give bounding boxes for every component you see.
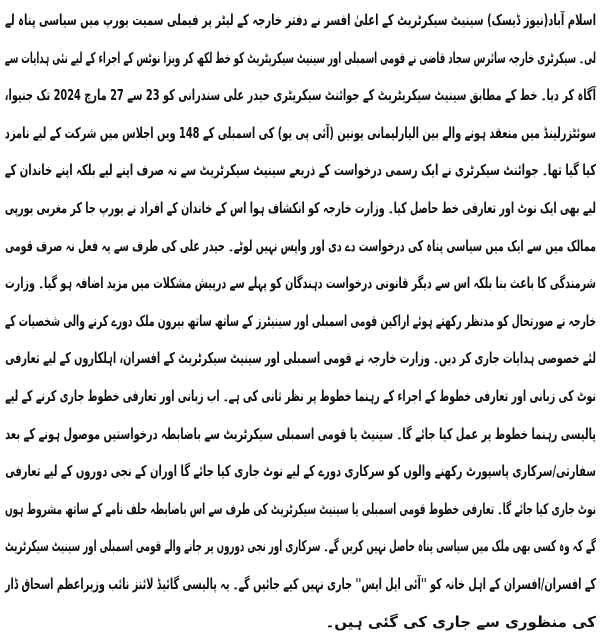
article-text-line-9: خارجہ نے صورتحال کو مدنظر رکھتے ہوئے اراکین قومی اسمبلی اور سینیٹرز کے ساتھ ساتھ بیرون ملک دورے کرنے والی شخصیات کے bbox=[4, 311, 596, 330]
article-text-line-15: گے کہ وہ کسی بھی ملک میں سیاسی پناہ حاصل نہیں کریں گے۔ سرکاری اور نجی دوروں پر جانے والے قومی اسمبلی اور سینیٹ سیکرٹریٹ bbox=[4, 537, 596, 556]
article-text-line-12: پالیسی رہنما خطوط پر عمل کیا جائے گا۔ سینیٹ یا قومی اسمبلی سیکرٹریٹ سے باضابطہ درخواستیں موصول ہونے کے بعد bbox=[5, 424, 597, 443]
article-text-line-11: نوٹ کی زبانی اور تعارفی خطوط کے اجراء کے رہنما خطوط پر نظر ثانی کی ہے۔ اب زبانی اور تعارفی خطوط جاری کرنے کے لیے bbox=[5, 386, 596, 405]
article-text-line-8: شرمندگی کا باعث بنا بلکہ اس سے دیگر قانونی درخواست دہندگان کو پہلے سے درپیش مشکلات میں مزید اضافہ ہو گیا۔ وزارت bbox=[5, 274, 596, 293]
article-text-line-10: لئے خصوصی ہدایات جاری کر دیں۔ وزارت خارجہ نے قومی اسمبلی اور سینیٹ سیکرٹریٹ کے افسران، اہلکاروں کے لیے تعارفی bbox=[5, 349, 596, 368]
article-text-line-1: اسلام آباد(نیوز ڈیسک) سینیٹ سیکرٹریٹ کے اعلیٰ افسر نے دفتر خارجہ کے لیٹر پر فیملی سمیت یورپ میں سیاسی پناہ لے bbox=[5, 11, 597, 29]
article-text-line-6: لیے بھی ایک نوٹ اور تعارفی خط حاصل کیا۔ وزارت خارجہ کو انکشاف ہوا اس کے خاندان کے افراد نے یورپ جا کر مغربی یورپی bbox=[4, 198, 597, 217]
article-text-line-4: سوئٹزرلینڈ میں منعقد ہونے والے بین الپارلیمانی یونین (آئی پی یو) کی اسمبلی کے 148 ویں اجلاس میں شرکت کے لیے نامزد bbox=[4, 123, 597, 142]
article-text-line-14: نوٹ جاری کیا جائے گا۔ تعارفی خطوط قومی اسمبلی یا سینیٹ سیکرٹریٹ کی طرف سے اس باضابطہ حلف نامے کے ساتھ مشروط ہوں bbox=[4, 499, 597, 518]
article-text-line-3: آگاہ کر دیا۔ خط کے مطابق سینیٹ سیکریٹریٹ کے جوائنٹ سیکریٹری حیدر علی سندرانی کو 23 سے 27 مارچ 2024 تک جنیوا، bbox=[4, 86, 596, 105]
article-text-line-16: کے افسران/افسران کے اہل خانہ کو ''آئی ایل ایس'' جاری نہیں کیے جائیں گے۔ یہ پالیسی گائیڈ لائنز نائب وزیراعظم اسحاق ڈار bbox=[4, 574, 596, 593]
article-text-line-7: ممالک میں سے ایک میں سیاسی پناہ کی درخواست دے دی اور واپس نہیں لوٹے۔ حیدر علی کی طرف سے یہ فعل نہ صرف قومی bbox=[5, 236, 597, 255]
article-text-line-2: لی۔ سیکرٹری خارجہ سائرس سجاد قاضی نے قومی اسمبلی اور سینیٹ سیکریٹریٹ کو خط لکھ کر ویزا نوٹس کے اجراء کے لیے نئی ہدایات سے bbox=[4, 48, 596, 67]
article-text-line-13: سفارتی/سرکاری پاسپورٹ رکھنے والوں کو سرکاری دورے کے لیے نوٹ جاری کیا جائے گا اوران کے نجی دوروں کے لیے تعارفی bbox=[5, 462, 597, 481]
article-text-line-5: کیا گیا تھا۔ جوائنٹ سیکرٹری نے ایک رسمی درخواست کے ذریعے سینیٹ سیکرٹریٹ سے نہ صرف اپنے لیے بلکہ اپنے خاندان کے bbox=[4, 161, 596, 180]
article-text-line-17: کی منظوری سے جاری کی گئی ہیں۔ bbox=[325, 612, 596, 631]
